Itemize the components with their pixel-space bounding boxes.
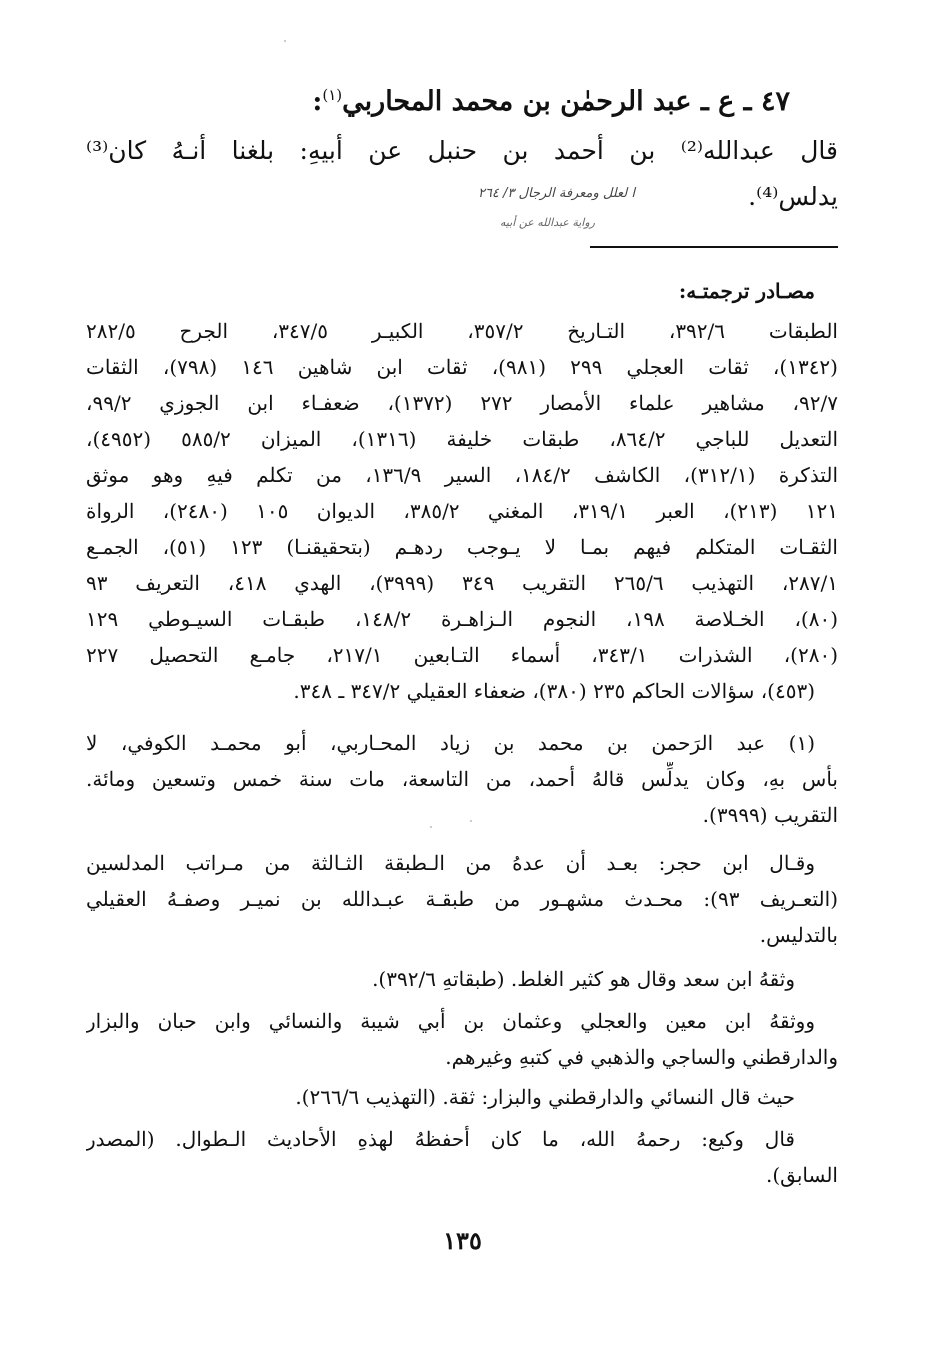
sources-line: (٢٨٠)، الشذرات ٣٤٣/١، أسماء التـابعين ٢١٧/١، جامـع التحصيل ٢٢٧ (86, 643, 838, 667)
page-number: ١٣٥ (443, 1226, 482, 1255)
footnote-line: بأس بهِ، وكان يدلِّس قالهُ أحمد، من التاسعة، مات سنة خمس وتسعين ومائة. (86, 767, 838, 791)
handwritten-note-line-1: ا لعلل ومعرفة الرجال ٣/ ٢٦٤ (477, 186, 635, 201)
footnote-line: (التعـريف ٩٣): محـدث مشهـور من طبقـة عبـدالله بن نميـر وصفـهُ العقيلي (86, 887, 838, 911)
scan-speck (470, 820, 472, 822)
scan-speck (284, 40, 286, 42)
sources-line: (٤٥٣)، سؤالات الحاكم ٢٣٥ (٣٨٠)، ضعفاء العقيلي ٣٤٧/٢ ـ ٣٤٨. (293, 679, 815, 703)
entry-heading (312, 72, 790, 125)
handwritten-note-line-2: رواية عبدالله عن أبيه (499, 216, 595, 229)
footnote-line: التقريب (٣٩٩٩). (702, 803, 838, 827)
sources-line: الطبقات ٣٩٢/٦، التـاريخ ٣٥٧/٢، الكبيـر ٣٤٧/٥، الجرح ٢٨٢/٥ (86, 319, 838, 343)
footnote-line: قال وكيع: رحمهُ الله، ما كان أحفظهُ لهذهِ الأحاديث الـطوال. (المصدر (86, 1127, 795, 1151)
narration-line-1: قال عبدالله⁽²⁾ بن أحمد بن حنبل عن أبيهِ: بلغنا أنـهُ كان⁽³⁾ (86, 136, 838, 165)
footnote-line: ووثقهُ ابن معين والعجلي وعثمان بن أبي شيبة والنسائي وابن حبان والبزار (86, 1009, 815, 1033)
heading-footnote-marker: (١) (322, 86, 343, 104)
sources-line: الثقـات المتكلم فيهم بمـا لا يـوجب ردهـم (بتحقيقنـا) ١٢٣ (٥١)، الجمـع (86, 535, 838, 559)
footnote-line: بالتدليس. (759, 923, 838, 947)
narration-line-2: يدلس⁽⁴⁾. (748, 182, 838, 211)
footnote-line: وقـال ابن حجر: بعـد أن عدهُ من الـطبقة الثـالثة من مـراتب المدلسين (86, 851, 815, 875)
sources-line: التعديل للباجي ٨٦٤/٢، طبقات خليفة (١٣١٦)، الميزان ٥٨٥/٢ (٤٩٥٢)، (86, 427, 838, 451)
heading-colon: : (312, 86, 323, 117)
sources-line: ٩٢/٧، مشاهير علماء الأمصار ٢٧٢ (١٣٧٢)، ضعفـاء ابن الجوزي ٩٩/٢، (86, 391, 838, 415)
footnote-line: (١) عبد الرَحمن بن محمد بن زياد المحـاربي، أبو محمـد الكوفي، لا (86, 731, 815, 755)
footnote-line: والدارقطني والساجي والذهبي في كتبهِ وغيرهم. (445, 1045, 838, 1069)
scan-speck (430, 826, 432, 828)
sources-line: ١٢١ (٢١٣)، العبر ٣١٩/١، المغني ٣٨٥/٢، الديوان ١٠٥ (٢٤٨٠)، الرواة (86, 499, 838, 523)
footnote-line: حيث قال النسائي والدارقطني والبزار: ثقة. (التهذيب ٢٦٦/٦). (295, 1085, 795, 1109)
footnote-separator-rule (590, 246, 838, 248)
sources-line: التذكرة (٣١٢/١)، الكاشف ١٨٤/٢، السير ١٣٦/٩، من تكلم فيهِ وهو موثق (86, 463, 838, 487)
sources-line: ٢٨٧/١، التهذيب ٢٦٥/٦ التقريب ٣٤٩ (٣٩٩٩)، الهدي ٤١٨، التعريف ٩٣ (86, 571, 838, 595)
footnote-line: السابق). (766, 1163, 838, 1187)
entry-heading-text: ٤٧ ـ ع ـ عبد الرحمٰن بن محمد المحاربي (342, 86, 790, 117)
sources-line: (٨٠)، الخـلاصة ١٩٨، النجوم الـزاهـرة ١٤٨/٢، طبقـات السيـوطي ١٢٩ (86, 607, 838, 631)
sources-title: مصـادر ترجمتـه: (678, 279, 815, 303)
footnote-line: وثقهُ ابن سعد وقال هو كثير الغلط. (طبقاتهِ ٣٩٢/٦). (372, 967, 795, 991)
sources-line: (١٣٤٢)، ثقات العجلي ٢٩٩ (٩٨١)، ثقات ابن شاهين ١٤٦ (٧٩٨)، الثقات (86, 355, 838, 379)
